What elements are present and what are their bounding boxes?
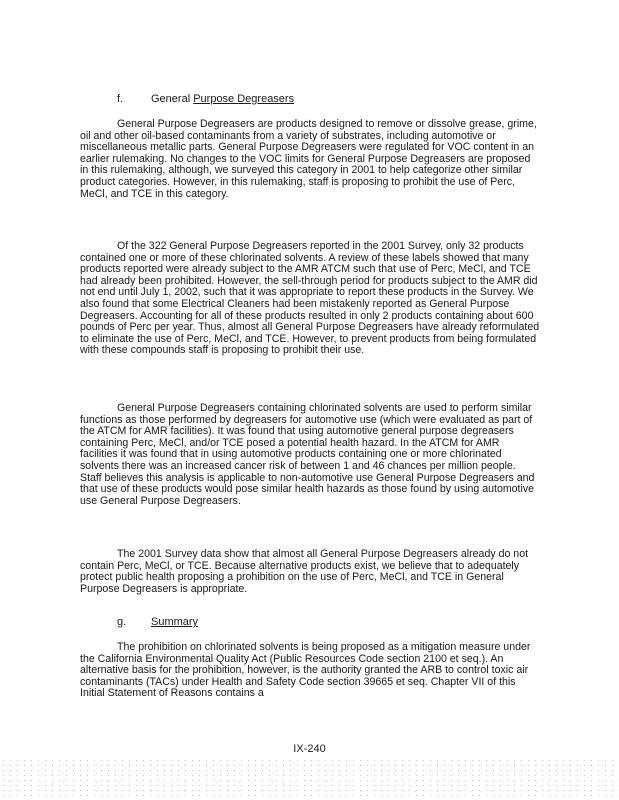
section-f-letter: f. — [117, 93, 124, 105]
section-f-title-prefix: General — [151, 93, 194, 105]
paragraph-2: Of the 322 General Purpose Degreasers reported in the 2001 Survey, only 32 products contained one or more of these chlorinated solvents. A review of these labels showed that many products reported were already subject to the AMR ATCM such that use of Perc, MeCl, and TCE had already been prohibited. However, the sell-through period for products subject to the AMR did not end until July 1, 2002, such that it was appropriate to report these products in the Survey. We also found that some Electrical Cleaners had been mistakenly reported as General Purpose Degreasers. Accounting for all of these products resulted in only 2 products containing about 600 pounds of Perc per year. Thus, almost all General Purpose Degreasers have already reformulated to eliminate the use of Perc, MeCl, and TCE. However, to prevent products from being formulated with these compounds staff is proposing to prohibit their use. — [80, 240, 540, 357]
section-f-heading — [117, 92, 294, 106]
section-g-letter: g. — [117, 616, 127, 628]
section-g-title: Summary — [151, 616, 199, 628]
section-g-heading — [117, 615, 198, 629]
section-f-title-underlined: Purpose Degreasers — [193, 93, 295, 105]
scan-noise — [0, 758, 619, 800]
paragraph-3: General Purpose Degreasers containing chlorinated solvents are used to perform similar functions as those performed by degreasers for automotive use (which were evaluated as part of the ATCM for AMR facilities). It was found that using automotive general purpose degreasers containing Perc, MeCl, and/or TCE posed a potential health hazard. In the ATCM for AMR facilities it was found that in using automotive products containing one or more chlorinated solvents there was an increased cancer risk of between 1 and 46 chances per million people. Staff believes this analysis is applicable to non-automotive use General Purpose Degreasers and that use of these products would pose similar health hazards as those found by using automotive use General Purpose Degreasers. — [80, 402, 535, 507]
paragraph-4: The 2001 Survey data show that almost all General Purpose Degreasers already do not contain Perc, MeCl, or TCE. Because alternative products exist, we believe that to adequately protect public health proposing a prohibition on the use of Perc, MeCl, and TCE in General Purpose Degreasers is appropriate. — [80, 548, 529, 595]
summary-paragraph: The prohibition on chlorinated solvents is being proposed as a mitigation measure under the California Environmental Quality Act (Public Resources Code section 2100 et seq.). An alternative basis for the prohibition, however, is the authority granted the ARB to control toxic air contaminants (TACs) under Health and Safety Code section 39665 et seq. Chapter VII of this Initial Statement of Reasons contains a — [80, 641, 531, 700]
page-number: IX-240 — [293, 743, 326, 755]
paragraph-1: General Purpose Degreasers are products designed to remove or dissolve grease, grime, oil and other oil-based contaminants from a variety of substrates, including automotive or miscellaneous metallic parts. General Purpose Degreasers were regulated for VOC content in an earlier rulemaking. No changes to the VOC limits for General Purpose Degreasers are proposed in this rulemaking, although, we surveyed this category in 2001 to help categorize other similar product categories. However, in this rulemaking, staff is proposing to prohibit the use of Perc, MeCl, and TCE in this category. — [80, 118, 537, 200]
